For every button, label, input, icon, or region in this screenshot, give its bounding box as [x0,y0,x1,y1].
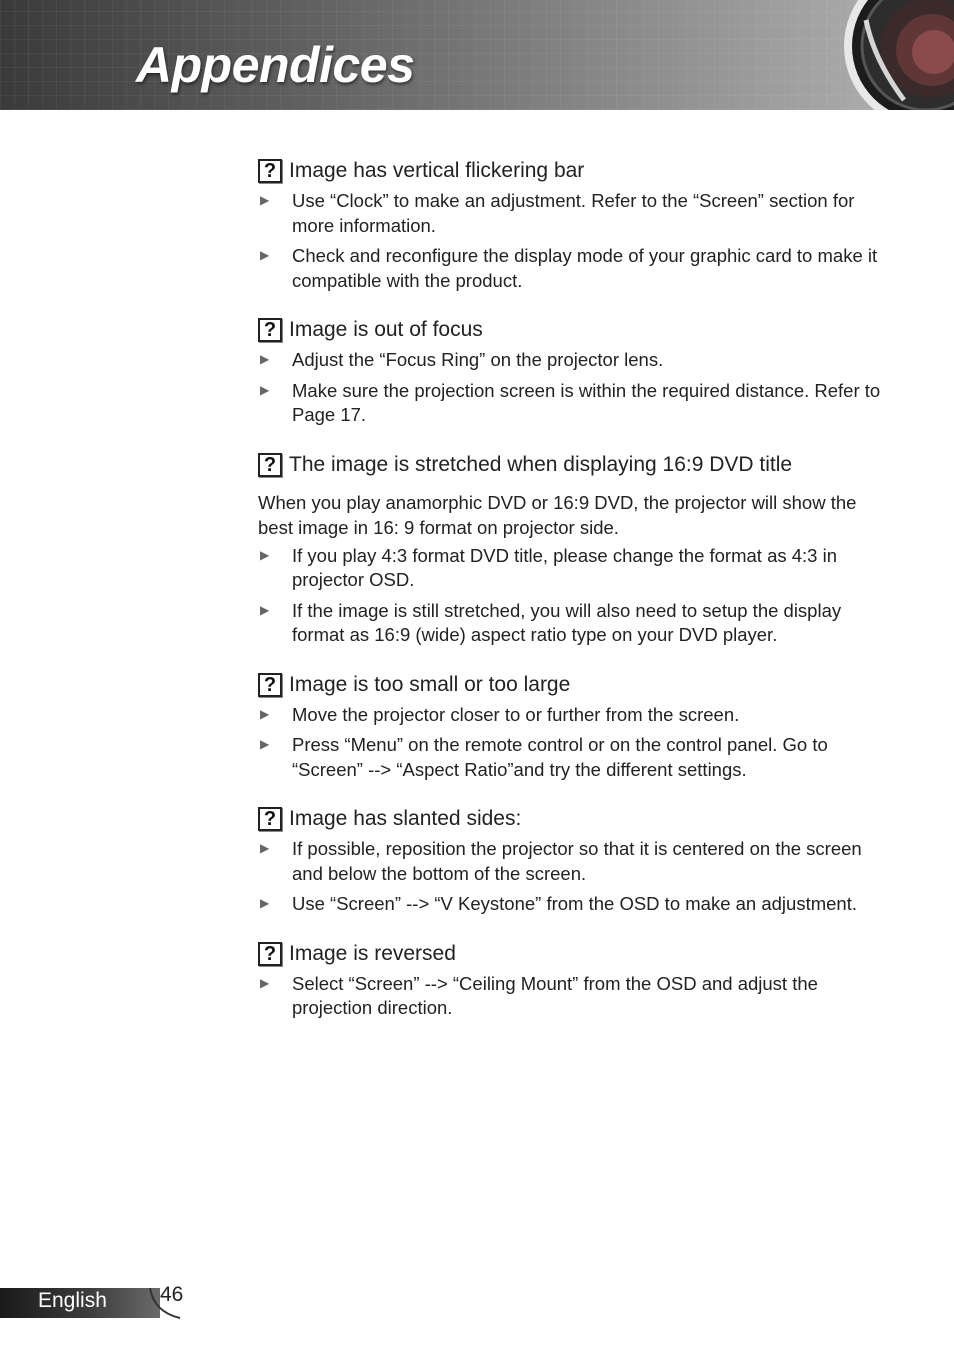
bullet-list [258,972,890,1021]
question-icon: ? [258,318,282,342]
triangle-bullet-icon: ▶ [260,602,270,617]
section-title: Image has vertical flickering bar [289,159,585,182]
bullet-list [258,703,890,783]
section-out-of-focus [258,315,890,428]
triangle-bullet-icon: ▶ [260,896,270,910]
list-item [258,544,890,593]
triangle-bullet-icon: ▶ [260,737,270,751]
list-item-text: Check and reconfigure the display mode of your graphic card to make it compatible with the product. [292,245,878,291]
question-icon: ? [258,673,282,697]
triangle-bullet-icon: ▶ [260,841,270,855]
section-title: The image is stretched when displaying 16:9 DVD title [289,452,793,476]
section-heading [258,670,890,700]
triangle-bullet-icon: ▶ [260,547,270,562]
page-footer [0,1282,190,1322]
section-title: Image is out of focus [289,318,483,341]
list-item [258,837,890,886]
bullet-list [258,189,890,293]
language-label: English [38,1289,107,1312]
list-item-text: If possible, reposition the projector so that it is centered on the screen and below the bottom of the screen. [292,838,862,884]
list-item-text: Use “Screen” --> “V Keystone” from the OSD to make an adjustment. [292,893,857,914]
bullet-list [258,837,890,917]
section-slanted-sides [258,804,890,917]
list-item [258,189,890,238]
triangle-bullet-icon: ▶ [260,352,270,366]
header-banner [0,0,954,110]
list-item [258,733,890,782]
question-icon: ? [258,942,282,966]
section-title: Image has slanted sides: [289,807,522,830]
list-item-text: Press “Menu” on the remote control or on the control panel. Go to “Screen” --> “Aspect Ratio”and try the different settings. [292,734,828,780]
list-item [258,244,890,293]
list-item [258,892,890,917]
section-heading [258,450,890,480]
page-title: Appendices [136,37,415,93]
section-intro: When you play anamorphic DVD or 16:9 DVD, the projector will show the best image in 16: 9 format on projector side. [258,491,857,538]
list-item [258,703,890,728]
list-item-text: Adjust the “Focus Ring” on the projector lens. [292,349,664,370]
list-item-text: Use “Clock” to make an adjustment. Refer to the “Screen” section for more information. [292,190,855,236]
list-item-text: Make sure the projection screen is within the required distance. Refer to Page 17. [292,379,881,425]
section-vertical-flickering [258,156,890,293]
triangle-bullet-icon: ▶ [260,382,270,397]
list-item-text: Select “Screen” --> “Ceiling Mount” from the OSD and adjust the projection direction. [292,972,818,1018]
triangle-bullet-icon: ▶ [260,975,270,990]
projector-lens-icon [814,0,954,110]
triangle-bullet-icon: ▶ [260,706,270,721]
list-item [258,379,890,428]
question-icon: ? [258,159,282,183]
section-reversed [258,939,890,1021]
section-title: Image is too small or too large [289,672,571,696]
section-size [258,670,890,783]
section-heading [258,156,890,186]
list-item-text: If the image is still stretched, you will also need to setup the display format as 16:9 (wide) aspect ratio type on your DVD player. [292,599,842,645]
section-heading [258,804,890,834]
section-title: Image is reversed [289,941,456,965]
list-item-text: If you play 4:3 format DVD title, please change the format as 4:3 in projector OSD. [292,544,838,590]
section-heading [258,315,890,345]
section-heading [258,939,890,969]
page-number: 46 [160,1283,184,1306]
question-icon: ? [258,807,282,831]
bullet-list [258,348,890,428]
bullet-list [258,544,890,648]
list-item [258,972,890,1021]
troubleshooting-content [258,156,890,1043]
triangle-bullet-icon: ▶ [260,193,270,207]
list-item [258,348,890,373]
list-item [258,599,890,648]
list-item-text: Move the projector closer to or further from the screen. [292,703,740,725]
question-icon: ? [258,453,282,477]
section-stretched-dvd [258,450,890,648]
triangle-bullet-icon: ▶ [260,248,270,262]
